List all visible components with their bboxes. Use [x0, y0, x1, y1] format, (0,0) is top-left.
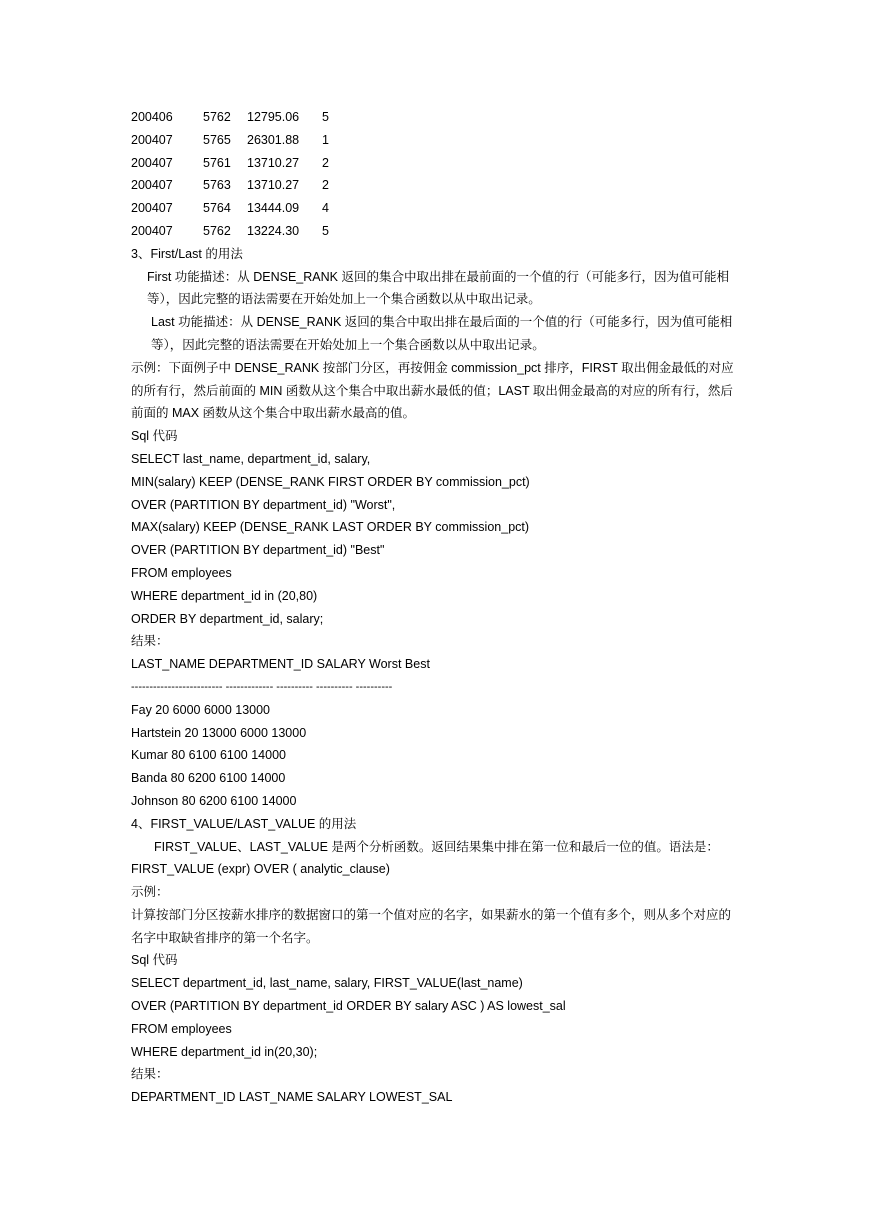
table-cell: 200406: [131, 110, 173, 124]
result-table: [131, 106, 741, 243]
syntax-line: FIRST_VALUE (expr) OVER ( analytic_clause): [131, 862, 390, 877]
table-cell: 5765: [203, 132, 231, 147]
code-line: OVER (PARTITION BY department_id ORDER BY salary ASC ) AS lowest_sal: [131, 999, 566, 1014]
result-label: 结果：: [131, 1067, 169, 1082]
table-cell: 5: [322, 223, 329, 238]
last-description: Last 功能描述：从 DENSE_RANK 返回的集合中取出排在最后面的一个值的行（可能多行，因为值可能相等），因此完整的语法需要在开始处加上一个集合函数以从中取出记录。: [151, 315, 733, 352]
table-cell: 26301.88: [247, 132, 300, 147]
result-row: Kumar 80 6100 6100 14000: [131, 748, 286, 763]
table-cell: 200407: [131, 201, 173, 216]
table-cell: 5763: [203, 178, 231, 193]
table-cell: 13224.30: [247, 223, 300, 238]
result-row: Hartstein 20 13000 6000 13000: [131, 725, 307, 740]
table-cell: 2: [322, 155, 329, 170]
table-cell: 200407: [131, 178, 173, 193]
result-header: LAST_NAME DEPARTMENT_ID SALARY Worst Best: [131, 657, 430, 672]
table-cell: 5762: [203, 223, 231, 238]
code-line: WHERE department_id in (20,80): [131, 588, 318, 603]
table-row: [131, 129, 741, 152]
example-paragraph: 计算按部门分区按薪水排序的数据窗口的第一个值对应的名字，如果薪水的第一个值有多个，则从多个对应的名字中取缺省排序的第一个名字。: [131, 907, 732, 945]
first-description: First 功能描述：从 DENSE_RANK 返回的集合中取出排在最前面的一个值的行（可能多行，因为值可能相等），因此完整的语法需要在开始处加上一个集合函数以从中取出记录。: [147, 269, 729, 307]
table-cell: 5762: [203, 110, 231, 124]
result-separator: ------------------------- ------------- ---------- ---------- ----------: [131, 680, 393, 693]
table-cell: 1: [322, 132, 329, 147]
table-cell: 4: [322, 201, 329, 216]
table-cell: 5: [322, 110, 329, 124]
table-cell: 13710.27: [247, 155, 300, 170]
table-cell: 13710.27: [247, 178, 300, 193]
code-line: ORDER BY department_id, salary;: [131, 611, 324, 626]
table-row: [131, 152, 741, 175]
section-heading: 3、First/Last 的用法: [131, 246, 243, 261]
code-line: OVER (PARTITION BY department_id) "Best": [131, 543, 385, 558]
table-row: [131, 106, 741, 129]
section-description: FIRST_VALUE、LAST_VALUE 是两个分析函数。返回结果集中排在第一位和最后一位的值。语法是：: [154, 839, 719, 854]
table-cell: 13444.09: [247, 201, 300, 216]
result-row: Fay 20 6000 6000 13000: [131, 702, 271, 717]
table-cell: 12795.06: [247, 110, 300, 124]
table-cell: 2: [322, 178, 329, 193]
result-label: 结果：: [131, 634, 169, 649]
table-row: [131, 220, 741, 243]
code-line: WHERE department_id in(20,30);: [131, 1044, 318, 1059]
result-row: Johnson 80 6200 6100 14000: [131, 793, 297, 808]
table-cell: 200407: [131, 155, 173, 170]
example-paragraph: 示例：下面例子中 DENSE_RANK 按部门分区，再按佣金 commission_pct 排序，FIRST 取出佣金最低的对应的所有行，然后前面的 MIN 函数从这个集合中取出薪水最低的值；LAST 取出佣金最高的对应的所有行，然后前面的 MAX 函数从这个集合中取出薪水最高的值。: [131, 360, 734, 421]
document-content: [131, 106, 741, 1109]
code-line: SELECT department_id, last_name, salary, FIRST_VALUE(last_name): [131, 976, 523, 991]
code-line: OVER (PARTITION BY department_id) "Worst",: [131, 497, 396, 512]
table-cell: 5761: [203, 155, 231, 170]
section-heading: 4、FIRST_VALUE/LAST_VALUE 的用法: [131, 816, 357, 831]
result-row: Banda 80 6200 6100 14000: [131, 771, 286, 786]
sql-label: Sql 代码: [131, 429, 178, 444]
result-header: DEPARTMENT_ID LAST_NAME SALARY LOWEST_SAL: [131, 1090, 453, 1105]
table-cell: 200407: [131, 223, 173, 238]
code-line: FROM employees: [131, 1021, 232, 1036]
code-line: MAX(salary) KEEP (DENSE_RANK LAST ORDER BY commission_pct): [131, 520, 530, 535]
code-line: SELECT last_name, department_id, salary,: [131, 451, 371, 466]
sql-code-block: [131, 972, 741, 1063]
code-line: FROM employees: [131, 565, 232, 580]
sql-label: Sql 代码: [131, 953, 178, 968]
table-row: [131, 174, 741, 197]
table-cell: 200407: [131, 132, 173, 147]
code-line: MIN(salary) KEEP (DENSE_RANK FIRST ORDER BY commission_pct): [131, 474, 530, 489]
table-row: [131, 197, 741, 220]
result-rows: [131, 699, 741, 813]
sql-code-block: [131, 448, 741, 630]
table-cell: 5764: [203, 201, 231, 216]
example-label: 示例：: [131, 885, 169, 900]
